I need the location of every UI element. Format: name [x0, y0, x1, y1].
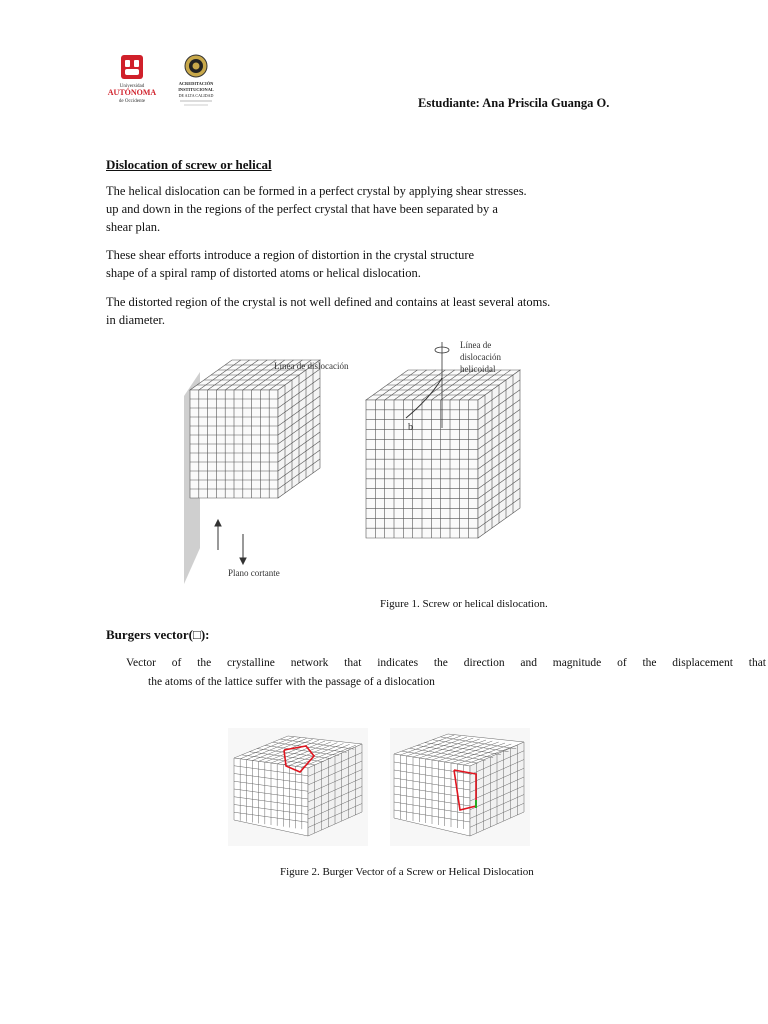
label-shear-plane: Plano cortante — [228, 568, 280, 578]
paragraph-2-line-2: shape of a spiral ramp of distorted atoms or helical dislocation. — [106, 266, 421, 280]
dislocated-crystal-cube — [366, 370, 520, 538]
figure-1-screw-dislocation — [180, 338, 530, 588]
figure-2-dislocated-lattice-circuit — [390, 728, 530, 846]
label-helical-line-2: dislocación — [460, 352, 501, 362]
label-helical-line-1: Línea de — [460, 340, 492, 350]
paragraph-1-line-2: up and down in the regions of the perfect crystal that have been separated by a — [106, 202, 498, 216]
university-logo — [103, 52, 161, 110]
figure-2-caption: Figure 2. Burger Vector of a Screw or Helical Dislocation — [280, 866, 534, 878]
accreditation-logo — [172, 52, 220, 114]
section-title-burgers-vector: Burgers vector(□): ⃗ — [106, 627, 223, 642]
logo-accreditation-line1: ACREDITACIÓN — [178, 81, 214, 86]
paragraph-2-line-1: These shear efforts introduce a region of distortion in the crystal structure — [106, 248, 475, 262]
label-dislocation-line: Línea de dislocación — [274, 361, 349, 371]
paragraph-2 — [106, 246, 474, 282]
logo-university-line3: de Occidente — [118, 99, 146, 104]
perfect-crystal-cube — [190, 360, 320, 498]
logo-university-line2: AUTÓNOMA — [107, 88, 157, 97]
label-b: b — [408, 422, 413, 433]
paragraph-3-line-1: The distorted region of the crystal is not well defined and contains at least several atoms. — [106, 295, 551, 309]
paragraph-3-line-2: in diameter. — [106, 313, 166, 327]
paragraph-1-line-3: shear plan. — [106, 220, 161, 234]
figure-2-perfect-lattice-circuit — [228, 728, 368, 846]
section-title-screw-dislocation: Dislocation of screw or helical — [106, 157, 272, 172]
burgers-description-line-2: the atoms of the lattice suffer with the passage of a dislocation — [148, 676, 435, 688]
logo-university-line1: Universidad — [119, 84, 145, 89]
paragraph-3 — [106, 293, 550, 329]
burgers-description-line-1: Vector of the crystalline network that indicates the direction and magnitude of the displacement that — [126, 657, 766, 669]
logo-accreditation-line3: DE ALTA CALIDAD — [178, 93, 214, 98]
student-name: Estudiante: Ana Priscila Guanga O. — [418, 96, 610, 110]
paragraph-1 — [106, 182, 527, 236]
label-helical-line-3: helicoidal — [460, 364, 496, 374]
paragraph-1-line-1: The helical dislocation can be formed in a perfect crystal by applying shear stresses. — [106, 184, 527, 198]
logo-accreditation-line2: INSTITUCIONAL — [178, 87, 214, 92]
figure-1-caption: Figure 1. Screw or helical dislocation. — [380, 598, 548, 610]
shear-arrows — [215, 520, 246, 564]
